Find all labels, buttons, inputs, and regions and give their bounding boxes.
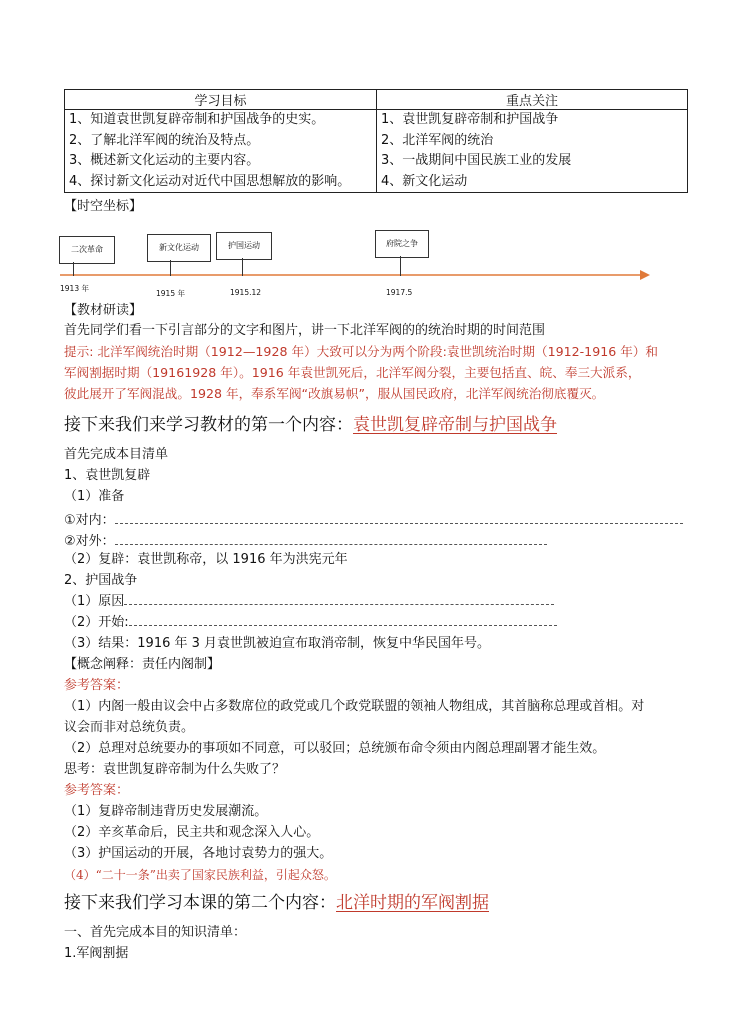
timeline-tick (170, 260, 171, 276)
goals-table (64, 89, 688, 193)
item-heading: 2、护国战争 (64, 573, 138, 588)
blank-line[interactable] (115, 533, 547, 545)
sub-item: （3）结果：1916 年 3 月袁世凯被迫宣布取消帝制，恢复中华民国年号。 (64, 636, 491, 651)
goals-header-right: 重点关注 (377, 90, 688, 110)
concept-answer: （1）内阁一般由议会中占多数席位的政党或几个政党联盟的领袖人物组成，其首脑称总理或首相。对 (64, 699, 645, 714)
blank-line[interactable] (115, 512, 683, 524)
reference-label: 参考答案： (64, 678, 130, 693)
reference-label: 参考答案： (64, 783, 130, 798)
goal-item: 3、概述新文化运动的主要内容。 (69, 153, 260, 168)
checklist-label: 一、首先完成本目的知识清单： (64, 925, 247, 940)
think-question: 思考：袁世凯复辟帝制为什么失败了？ (64, 762, 286, 777)
year-label: 1917.5 (386, 288, 413, 297)
sub-item: （2）复辟：袁世凯称帝，以 1916 年为洪宪元年 (64, 552, 348, 567)
section2-topic: 北洋时期的军阀割据 (336, 893, 489, 913)
goal-item: 4、探讨新文化运动对近代中国思想解放的影响。 (69, 173, 351, 189)
focus-item: 3、一战期间中国民族工业的发展 (381, 153, 572, 168)
goal-item: 1、知道袁世凯复辟帝制和护国战争的史实。 (69, 112, 325, 127)
section2-lead: 接下来我们学习本课的第二个内容： (64, 893, 336, 913)
section1-lead: 接下来我们来学习教材的第一个内容： (64, 415, 353, 435)
textbook-heading: 【教材研读】 (64, 303, 143, 318)
year-label: 1915 年 (156, 289, 185, 298)
item-heading: 1.军阀割据 (64, 946, 129, 961)
hint-line: 彼此展开了军阀混战。1928 年，奉系军阀“改旗易帜”，服从国民政府，北洋军阀统治彻底覆灭。 (64, 386, 605, 401)
event-box: 护国运动 (216, 232, 272, 260)
item-heading: 1、袁世凯复辟 (64, 468, 151, 483)
section2-title (64, 891, 489, 915)
goals-right-cell (377, 110, 688, 193)
timeline-tick (73, 262, 74, 276)
goals-header-left: 学习目标 (65, 90, 377, 110)
section1-topic: 袁世凯复辟帝制与护国战争 (353, 415, 557, 435)
hint-line: 提示: 北洋军阀统治时期（1912—1928 年）大致可以分为两个阶段:袁世凯统治时期（1912-1916 年）和 (64, 344, 659, 359)
concept-heading: 【概念阐释：责任内阁制】 (64, 657, 221, 672)
section1-title (64, 413, 557, 437)
fill-line-external: ②对外： (64, 532, 547, 552)
goals-left-cell (65, 110, 377, 193)
checklist-label: 首先完成本目清单 (64, 447, 169, 462)
answer-item: （2）辛亥革命后，民主共和观念深入人心。 (64, 825, 320, 840)
answer-item: （4）“二十一条”出卖了国家民族利益，引起众怒。 (64, 868, 336, 882)
goal-item: 2、了解北洋军阀的统治及特点。 (69, 132, 260, 148)
focus-item: 1、袁世凯复辟帝制和护国战争 (381, 112, 559, 127)
answer-item: （1）复辟帝制违背历史发展潮流。 (64, 804, 268, 819)
answer-item: （3）护国运动的开展，各地讨袁势力的强大。 (64, 846, 333, 861)
event-box: 府院之争 (375, 230, 429, 258)
focus-item: 2、北洋军阀的统治 (381, 132, 494, 148)
fill-line-start: （2）开始: (64, 613, 557, 633)
fill-line-cause: （1）原因 (64, 592, 554, 612)
timeline-heading: 【时空坐标】 (64, 199, 143, 214)
hint-line: 军阀割据时期（19161928 年）。1916 年袁世凯死后，北洋军阀分裂，主要包括直、皖、奉三大派系， (64, 365, 641, 380)
event-box: 新文化运动 (147, 234, 211, 262)
sub-item: （1）准备 (64, 489, 125, 504)
blank-line[interactable] (124, 593, 554, 605)
blank-line[interactable] (129, 614, 557, 626)
concept-answer: （2）总理对总统要办的事项如不同意，可以驳回；总统颁布命令须由内阁总理副署才能生效。 (64, 741, 606, 756)
timeline-arrow (60, 268, 660, 282)
textbook-intro: 首先同学们看一下引言部分的文字和图片，讲一下北洋军阀的的统治时期的时间范围 (64, 323, 546, 338)
year-label: 1915.12 (230, 288, 262, 297)
concept-answer: 议会而非对总统负责。 (64, 720, 195, 735)
event-box: 二次革命 (59, 236, 115, 264)
timeline-tick (400, 256, 401, 276)
year-label: 1913 年 (60, 284, 89, 293)
timeline-tick (242, 258, 243, 276)
focus-item: 4、新文化运动 (381, 173, 468, 189)
fill-line-internal: ①对内： (64, 511, 683, 531)
